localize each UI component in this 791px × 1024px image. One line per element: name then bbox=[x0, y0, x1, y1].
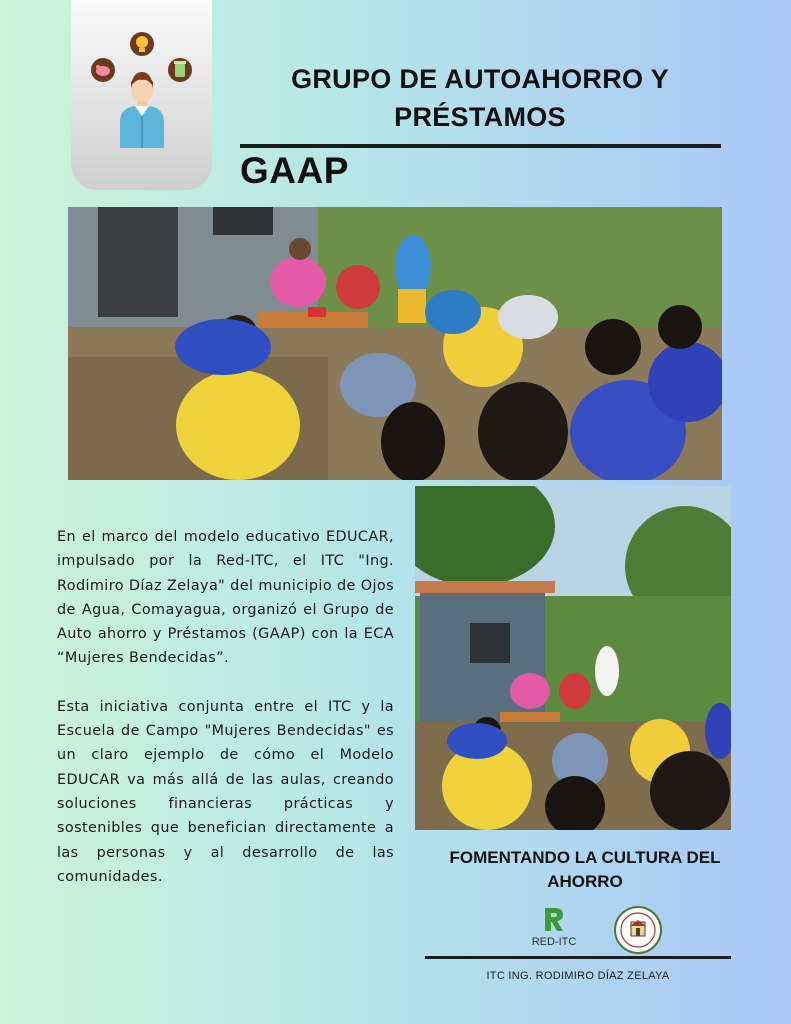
money-jar-icon bbox=[168, 58, 192, 82]
person-icon bbox=[120, 72, 164, 148]
group-meeting-photo-wide bbox=[415, 486, 731, 830]
red-itc-label: RED-ITC bbox=[531, 936, 577, 948]
red-itc-r-icon bbox=[542, 906, 566, 932]
title-line-1: GRUPO DE AUTOAHORRO Y bbox=[291, 64, 669, 94]
page-title bbox=[240, 60, 720, 136]
tagline-line-2: AHORRO bbox=[547, 872, 623, 891]
red-itc-logo bbox=[526, 906, 582, 952]
body-paragraph-1: En el marco del modelo educativo EDUCAR, impulsado por la Red-ITC, el ITC "Ing. Rodimiro Díaz Zelaya" del municipio de Ojos de Agua, Comayagua, organizó el Grupo de Auto ahorro y Préstamos (GAAP) con la ECA “Mujeres Bendecidas”. bbox=[57, 529, 394, 667]
body-text bbox=[57, 525, 394, 913]
title-divider bbox=[240, 144, 721, 148]
tagline bbox=[430, 846, 740, 894]
group-meeting-photo bbox=[68, 207, 722, 480]
tagline-line-1: FOMENTANDO LA CULTURA DEL bbox=[449, 848, 721, 867]
body-paragraph-2: Esta iniciativa conjunta entre el ITC y la Escuela de Campo "Mujeres Bendecidas" es un claro ejemplo de cómo el Modelo EDUCAR va más allá de las aulas, creando soluciones financieras prácticas y sostenibles que benefician directamente a las personas y al desarrollo de las comunidades. bbox=[57, 698, 394, 885]
illustration-card bbox=[71, 0, 212, 190]
piggy-bank-icon bbox=[91, 58, 115, 82]
footer-divider bbox=[425, 956, 731, 959]
lightbulb-icon bbox=[130, 32, 154, 56]
school-seal-icon bbox=[614, 906, 662, 954]
person-savings-illustration bbox=[71, 0, 212, 190]
acronym-heading: GAAP bbox=[240, 150, 349, 191]
footer-text: ITC ING. RODIMIRO DÍAZ ZELAYA bbox=[486, 970, 670, 982]
title-line-2: PRÉSTAMOS bbox=[394, 102, 566, 132]
